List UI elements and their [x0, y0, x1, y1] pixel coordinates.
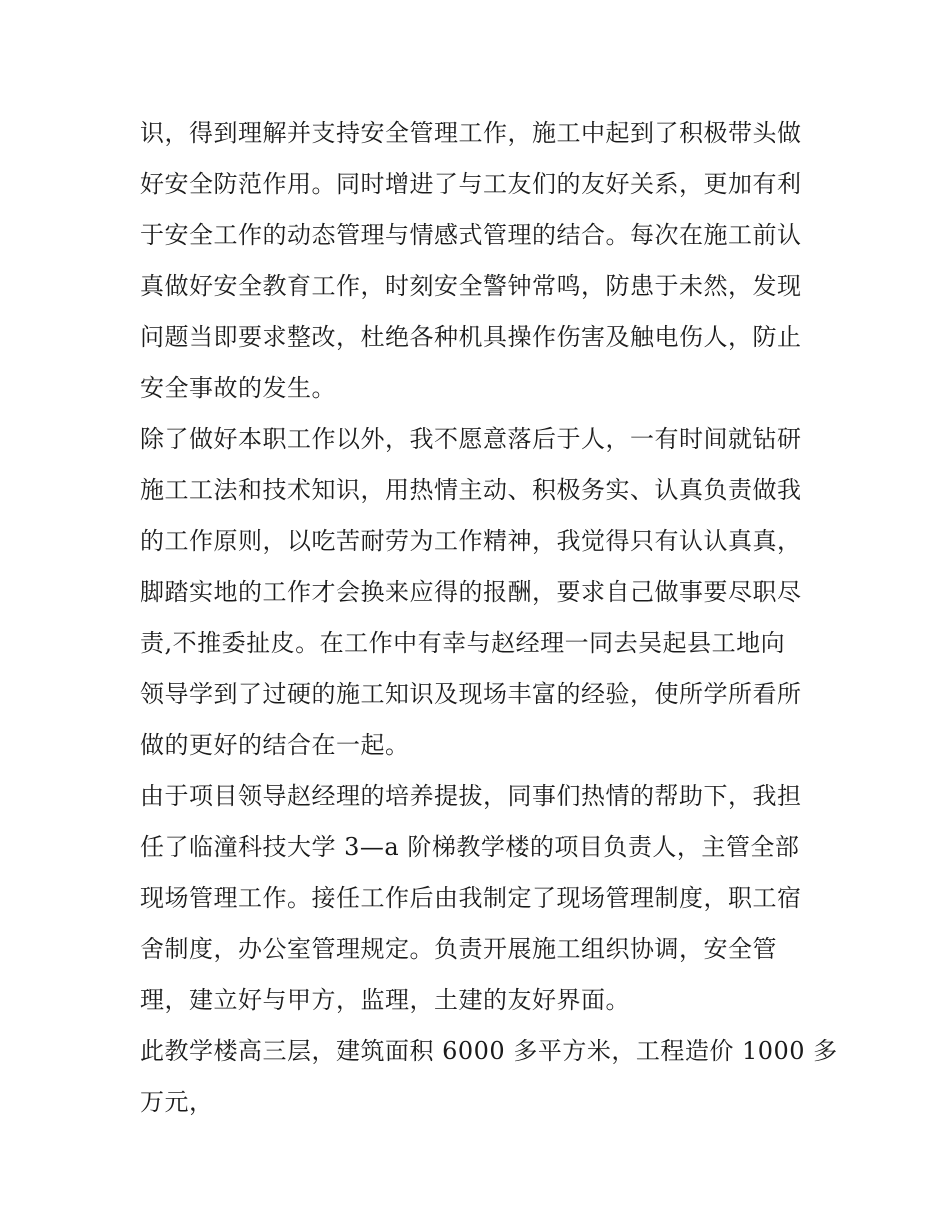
- text-line: 真做好安全教育工作，时刻安全警钟常鸣，防患于未然，发现: [140, 272, 802, 300]
- text-line: 任了临潼科技大学 3—a 阶梯教学楼的项目负责人，主管全部: [140, 833, 800, 861]
- text-line: 理，建立好与甲方，监理，土建的友好界面。: [140, 986, 630, 1014]
- text-line: 舍制度，办公室管理规定。负责开展施工组织协调，安全管: [140, 935, 777, 963]
- text-line: 识，得到理解并支持安全管理工作，施工中起到了积极带头做: [140, 119, 802, 147]
- text-line: 责,不推委扯皮。在工作中有幸与赵经理一同去吴起县工地向: [140, 629, 786, 657]
- text-line: 做的更好的结合在一起。: [140, 731, 410, 759]
- text-line: 问题当即要求整改，杜绝各种机具操作伤害及触电伤人，防止: [140, 323, 802, 351]
- text-line: 除了做好本职工作以外，我不愿意落后于人，一有时间就钻研: [140, 425, 802, 453]
- text-line: 于安全工作的动态管理与情感式管理的结合。每次在施工前认: [140, 221, 802, 249]
- text-line: 现场管理工作。接任工作后由我制定了现场管理制度，职工宿: [140, 884, 802, 912]
- text-line: 领导学到了过硬的施工知识及现场丰富的经验，使所学所看所: [140, 680, 802, 708]
- text-line: 脚踏实地的工作才会换来应得的报酬，要求自己做事要尽职尽: [140, 578, 802, 606]
- text-line: 由于项目领导赵经理的培养提拔，同事们热情的帮助下，我担: [140, 782, 802, 810]
- text-line: 施工工法和技术知识，用热情主动、积极务实、认真负责做我: [140, 476, 802, 504]
- document-body: [140, 108, 838, 1128]
- text-line: 的工作原则，以吃苦耐劳为工作精神，我觉得只有认认真真，: [140, 527, 802, 555]
- text-line: 安全事故的发生。: [140, 374, 336, 402]
- text-line: 此教学楼高三层，建筑面积 6000 多平方米，工程造价 1000 多: [140, 1037, 838, 1065]
- text-line: 好安全防范作用。同时增进了与工友们的友好关系，更加有利: [140, 170, 802, 198]
- text-line: 万元，: [140, 1088, 214, 1116]
